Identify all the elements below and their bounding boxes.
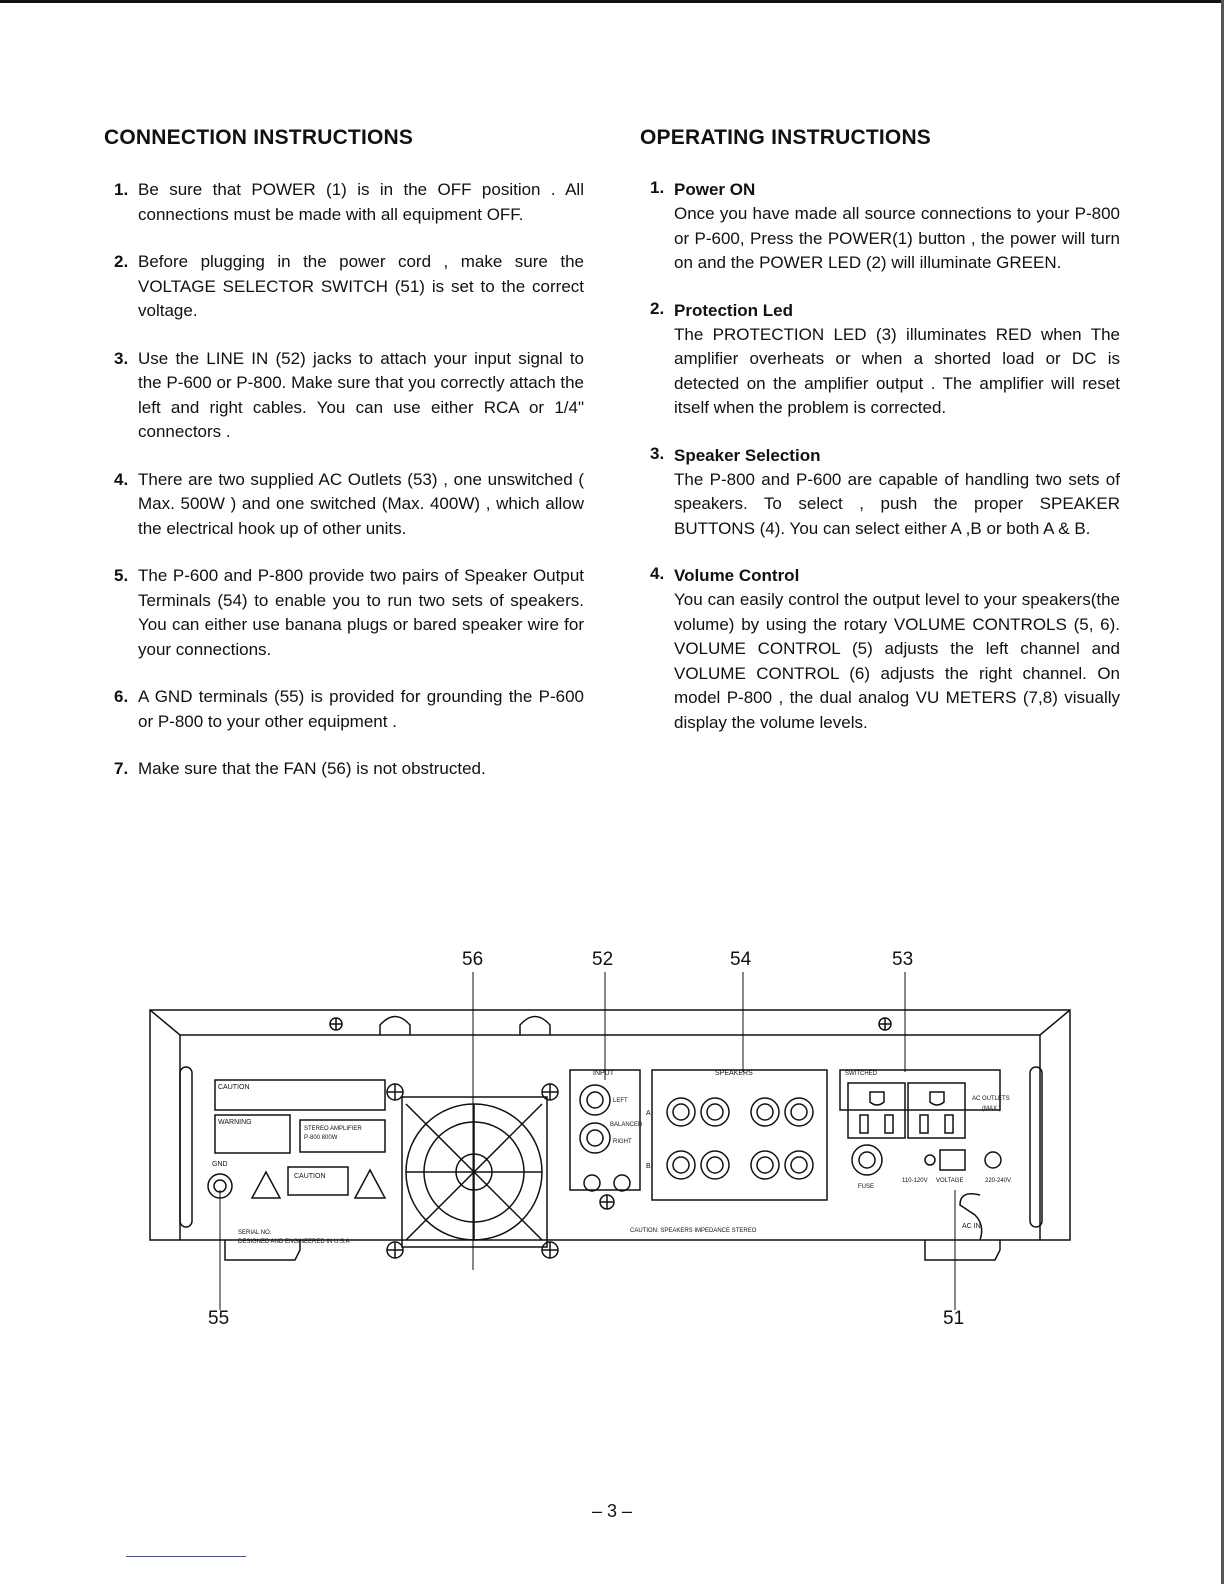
- max-label: (MAX.): [982, 1106, 1001, 1112]
- operating-item: [640, 564, 1120, 735]
- item-heading: Power ON: [674, 180, 756, 199]
- operating-item: [640, 178, 1120, 276]
- model-label: P-800 800W: [304, 1135, 338, 1141]
- item-number: 1.: [650, 178, 665, 197]
- input-label: INPUT: [593, 1070, 614, 1077]
- operating-item: [640, 299, 1120, 421]
- item-number: 2.: [114, 252, 129, 271]
- connection-item: [104, 468, 584, 542]
- item-number: 1.: [114, 180, 129, 199]
- caution-box-label: CAUTION: [294, 1173, 326, 1180]
- speaker-a-label: A: [646, 1110, 651, 1117]
- connection-item: [104, 564, 584, 662]
- item-heading: Protection Led: [674, 300, 794, 320]
- switched-label: SWITCHED: [845, 1071, 877, 1077]
- connection-item: [104, 685, 584, 734]
- speaker-b-label: B: [646, 1163, 651, 1170]
- item-text: The P-600 and P-800 provide two pairs of Speaker Output Terminals (54) to enable you to run two sets of speakers. You can either use banana plugs or bared speaker wire for your connections.: [138, 566, 584, 659]
- callout-55: 55: [208, 1308, 230, 1329]
- fuse-label: FUSE: [858, 1184, 875, 1190]
- speakers-label: SPEAKERS: [715, 1070, 753, 1077]
- item-text: The PROTECTION LED (3) illuminates RED when The amplifier overheats or when a shorted load or DC is detected on the amplifier output . The amplifier will reset itself when the problem is corrected.: [674, 324, 1120, 417]
- callout-56: 56: [462, 949, 484, 970]
- 220v-label: 220-240V: [985, 1178, 1012, 1184]
- connection-list: [104, 178, 584, 782]
- item-text: Before plugging in the power cord , make sure the VOLTAGE SELECTOR SWITCH (51) is set to the correct voltage.: [138, 252, 584, 320]
- callout-51: 51: [943, 1308, 965, 1329]
- top-border: [0, 0, 1224, 3]
- item-text: The P-800 and P-600 are capable of handling two sets of speakers. To select , push the proper SPEAKER BUTTONS (4). You can select either A ,B or both A & B.: [674, 469, 1120, 538]
- item-number: 2.: [650, 298, 665, 318]
- footer-line: [126, 1556, 246, 1557]
- callout-54: 54: [730, 949, 752, 970]
- caution-speaker-label: CAUTION: SPEAKERS IMPEDANCE STEREO: [630, 1228, 757, 1234]
- item-number: 6.: [114, 687, 129, 706]
- callout-53: 53: [892, 949, 914, 970]
- item-text: A GND terminals (55) is provided for grounding the P-600 or P-800 to your other equipment .: [138, 687, 584, 731]
- left-label: LEFT: [613, 1098, 628, 1104]
- ac-outlets-label: AC OUTLETS: [972, 1096, 1010, 1102]
- connection-item: [104, 757, 584, 782]
- right-label: RIGHT: [613, 1139, 632, 1145]
- connection-item: [104, 347, 584, 445]
- stereo-amp-label: STEREO AMPLIFIER: [304, 1126, 362, 1132]
- 110v-label: 110-120V: [902, 1178, 928, 1184]
- item-text: You can easily control the output level to your speakers(the volume) by using the rotary VOLUME CONTROLS (5, 6). VOLUME CONTROL (5) adjusts the left channel and VOLUME CONTROL (6) adjusts the right channel. On model P-800 , the dual analog VU METERS (7,8) visually display the volume levels.: [674, 590, 1120, 732]
- item-number: 4.: [114, 469, 129, 489]
- item-number: 7.: [114, 759, 129, 778]
- designed-label: DESIGNED AND ENGINEERED IN U.S.A: [238, 1239, 350, 1245]
- speaker-terminals: [652, 1070, 827, 1200]
- gnd-label: GND: [212, 1161, 228, 1168]
- connection-instructions-section: [104, 126, 584, 805]
- item-text: Make sure that the FAN (56) is not obstructed.: [138, 759, 486, 778]
- serial-label: SERIAL NO.: [238, 1230, 272, 1236]
- ac-in-label: AC IN: [962, 1223, 981, 1230]
- connection-title: CONNECTION INSTRUCTIONS: [104, 126, 414, 149]
- item-text: There are two supplied AC Outlets (53) , one unswitched ( Max. 500W ) and one switched (Max. 400W) , which allow the electrical hook up of other units.: [138, 469, 584, 538]
- operating-item: [640, 444, 1120, 542]
- item-text: Use the LINE IN (52) jacks to attach your input signal to the P-600 or P-800. Make sure that you correctly attach the left and right cables. You can use either RCA or 1/4" connectors .: [138, 348, 585, 441]
- item-number: 5.: [114, 566, 129, 585]
- callout-52: 52: [592, 949, 614, 970]
- connection-item: [104, 178, 584, 227]
- balanced-label: BALANCED: [610, 1122, 643, 1128]
- item-number: 4.: [650, 564, 665, 583]
- rear-panel-diagram: [140, 940, 1080, 1340]
- page-number: – 3 –: [591, 1501, 633, 1521]
- caution-top-label: CAUTION: [218, 1084, 250, 1091]
- item-number: 3.: [114, 348, 129, 368]
- operating-title: OPERATING INSTRUCTIONS: [640, 126, 932, 149]
- item-heading: Volume Control: [674, 566, 800, 585]
- voltage-label: VOLTAGE: [936, 1178, 964, 1184]
- item-number: 3.: [650, 443, 665, 463]
- item-text: Be sure that POWER (1) is in the OFF position . All connections must be made with all equipment OFF.: [138, 180, 584, 224]
- warning-label: WARNING: [218, 1119, 252, 1126]
- operating-instructions-section: [640, 126, 1120, 758]
- item-heading: Speaker Selection: [674, 445, 821, 465]
- item-text: Once you have made all source connections to your P-800 or P-600, Press the POWER(1) button , the power will turn on and the POWER LED (2) will illuminate GREEN.: [674, 204, 1120, 272]
- connection-item: [104, 250, 584, 324]
- rear-panel-drawing: [140, 940, 1080, 1340]
